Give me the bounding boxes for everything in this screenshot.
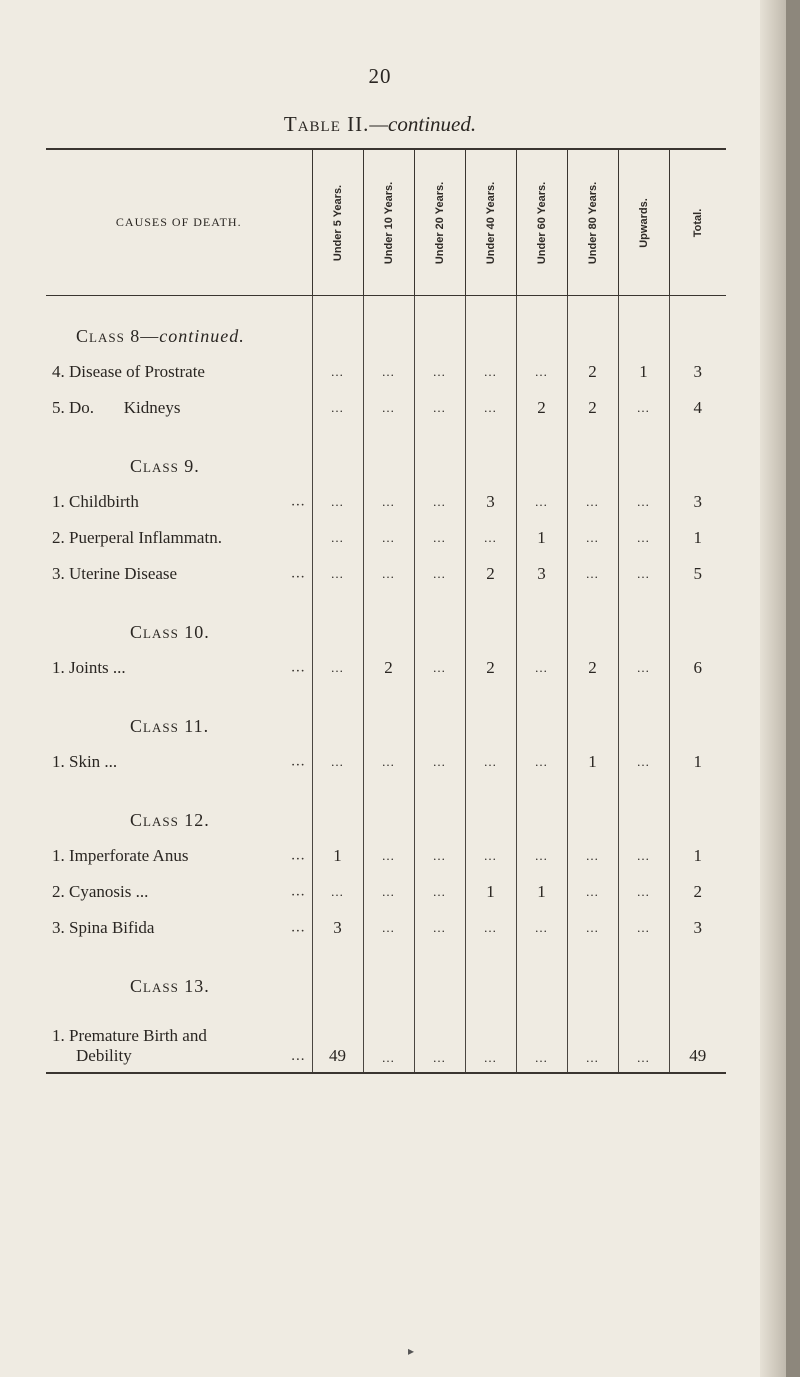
table-row xyxy=(46,390,726,426)
empty-cell xyxy=(618,780,669,802)
value-cell: 1 xyxy=(618,354,669,390)
value-cell: ... xyxy=(414,520,465,556)
empty-cell xyxy=(363,426,414,448)
empty-cell xyxy=(414,968,465,1004)
header-upwards xyxy=(618,149,669,296)
value-cell: ... xyxy=(567,1004,618,1073)
total-cell: 4 xyxy=(669,390,726,426)
value-cell: ... xyxy=(465,390,516,426)
class-heading-row xyxy=(46,708,726,744)
empty-cell xyxy=(567,426,618,448)
header-under-10-label: Under 10 Years. xyxy=(382,181,395,264)
value-cell: ... xyxy=(414,1004,465,1073)
cause-cell xyxy=(46,650,312,686)
empty-cell xyxy=(516,592,567,614)
empty-cell xyxy=(618,592,669,614)
value-cell: ... xyxy=(414,484,465,520)
value-cell: ... xyxy=(618,1004,669,1073)
value-cell: ... xyxy=(618,520,669,556)
empty-cell xyxy=(363,686,414,708)
empty-cell xyxy=(414,318,465,354)
table-body xyxy=(46,296,726,1074)
empty-cell xyxy=(465,318,516,354)
spacer-row xyxy=(46,780,726,802)
class-heading xyxy=(52,326,245,346)
total-cell: 1 xyxy=(669,838,726,874)
empty-cell xyxy=(669,708,726,744)
empty-cell xyxy=(618,968,669,1004)
value-cell: ... xyxy=(567,520,618,556)
empty-cell xyxy=(414,946,465,968)
spacer-row xyxy=(46,296,726,319)
value-cell: ... xyxy=(414,838,465,874)
empty-cell xyxy=(516,968,567,1004)
value-cell: ... xyxy=(414,650,465,686)
value-cell: ... xyxy=(618,744,669,780)
value-cell: ... xyxy=(312,650,363,686)
value-cell: ... xyxy=(567,874,618,910)
empty-cell xyxy=(567,780,618,802)
empty-cell xyxy=(516,946,567,968)
value-cell: 2 xyxy=(516,390,567,426)
empty-cell xyxy=(465,780,516,802)
value-cell: ... xyxy=(465,744,516,780)
value-cell: ... xyxy=(414,874,465,910)
mortality-table-container xyxy=(46,148,726,1074)
empty-cell xyxy=(465,614,516,650)
value-cell: ... xyxy=(312,390,363,426)
empty-cell xyxy=(465,946,516,968)
table-row xyxy=(46,556,726,592)
cause-leader: ... xyxy=(291,565,306,582)
cause-label: 1. Imperforate Anus xyxy=(52,846,189,865)
empty-cell xyxy=(363,448,414,484)
empty-cell xyxy=(669,946,726,968)
cause-label: 1. Joints ... xyxy=(52,658,126,677)
value-cell: ... xyxy=(465,354,516,390)
value-cell: 2 xyxy=(567,354,618,390)
empty-cell xyxy=(669,318,726,354)
cause-cell xyxy=(46,910,312,946)
cause-label: 4. Disease of Prostrate xyxy=(52,362,205,381)
value-cell: 2 xyxy=(567,650,618,686)
header-under-5-label: Under 5 Years. xyxy=(331,184,344,261)
cause-leader: ... xyxy=(291,659,306,676)
value-cell: ... xyxy=(414,744,465,780)
empty-cell xyxy=(363,318,414,354)
class-heading-row xyxy=(46,802,726,838)
empty-cell xyxy=(312,686,363,708)
cause-cell xyxy=(46,744,312,780)
empty-cell xyxy=(567,592,618,614)
cause-leader: ... xyxy=(291,753,306,770)
empty-cell xyxy=(465,296,516,319)
empty-cell xyxy=(312,968,363,1004)
spacer-cell xyxy=(46,426,312,448)
empty-cell xyxy=(312,318,363,354)
header-under-40-label: Under 40 Years. xyxy=(484,181,497,264)
cause-leader: ... xyxy=(291,847,306,864)
total-cell: 3 xyxy=(669,354,726,390)
page-edge-shadow xyxy=(786,0,800,1377)
empty-cell xyxy=(567,968,618,1004)
table-title xyxy=(0,112,760,137)
class-heading-label: Class 8— xyxy=(76,325,160,346)
empty-cell xyxy=(363,296,414,319)
empty-cell xyxy=(618,946,669,968)
empty-cell xyxy=(669,426,726,448)
empty-cell xyxy=(414,426,465,448)
value-cell: ... xyxy=(465,520,516,556)
empty-cell xyxy=(669,968,726,1004)
empty-cell xyxy=(516,296,567,319)
cause-label: 1. Skin ... xyxy=(52,752,118,771)
cause-leader: ... xyxy=(291,1048,306,1064)
value-cell: ... xyxy=(516,910,567,946)
header-under-80 xyxy=(567,149,618,296)
empty-cell xyxy=(618,296,669,319)
empty-cell xyxy=(516,614,567,650)
value-cell: ... xyxy=(414,354,465,390)
class-heading xyxy=(52,622,210,642)
value-cell: ... xyxy=(618,910,669,946)
empty-cell xyxy=(618,802,669,838)
value-cell: ... xyxy=(618,874,669,910)
value-cell: ... xyxy=(312,744,363,780)
header-under-20-label: Under 20 Years. xyxy=(433,181,446,264)
empty-cell xyxy=(516,318,567,354)
mortality-table xyxy=(46,148,726,1074)
table-row xyxy=(46,874,726,910)
cause-label: 2. Cyanosis ... xyxy=(52,882,149,901)
table-row xyxy=(46,520,726,556)
empty-cell xyxy=(312,946,363,968)
value-cell: ... xyxy=(414,390,465,426)
empty-cell xyxy=(516,780,567,802)
empty-cell xyxy=(567,296,618,319)
class-heading-cell xyxy=(46,708,312,744)
class-heading-row xyxy=(46,318,726,354)
stray-mark: ▸ xyxy=(408,1344,415,1358)
cause-leader: ... xyxy=(291,493,306,510)
value-cell: ... xyxy=(312,556,363,592)
table-row xyxy=(46,484,726,520)
empty-cell xyxy=(669,780,726,802)
value-cell: ... xyxy=(312,354,363,390)
empty-cell xyxy=(516,686,567,708)
table-row xyxy=(46,354,726,390)
table-row xyxy=(46,838,726,874)
empty-cell xyxy=(516,708,567,744)
value-cell: ... xyxy=(618,838,669,874)
cause-leader: ... xyxy=(291,919,306,936)
value-cell: ... xyxy=(567,556,618,592)
value-cell: ... xyxy=(516,838,567,874)
empty-cell xyxy=(465,592,516,614)
cause-label: 5. Do. Kidneys xyxy=(52,398,181,417)
value-cell: 3 xyxy=(465,484,516,520)
total-cell: 1 xyxy=(669,520,726,556)
spacer-cell xyxy=(46,686,312,708)
value-cell: 2 xyxy=(567,390,618,426)
empty-cell xyxy=(669,614,726,650)
empty-cell xyxy=(669,686,726,708)
value-cell: ... xyxy=(516,650,567,686)
cause-label-line2: Debility xyxy=(76,1046,132,1065)
value-cell: ... xyxy=(618,390,669,426)
class-heading xyxy=(52,456,200,476)
table-row xyxy=(46,1004,726,1073)
header-under-60 xyxy=(516,149,567,296)
empty-cell xyxy=(567,686,618,708)
value-cell: ... xyxy=(465,1004,516,1073)
empty-cell xyxy=(312,780,363,802)
empty-cell xyxy=(363,802,414,838)
value-cell: ... xyxy=(363,354,414,390)
total-cell: 3 xyxy=(669,484,726,520)
empty-cell xyxy=(312,296,363,319)
empty-cell xyxy=(669,296,726,319)
value-cell: ... xyxy=(312,484,363,520)
value-cell: 3 xyxy=(516,556,567,592)
value-cell: ... xyxy=(363,910,414,946)
cause-cell xyxy=(46,354,312,390)
table-row xyxy=(46,650,726,686)
class-heading-cell xyxy=(46,968,312,1004)
cause-label: 3. Spina Bifida xyxy=(52,918,155,937)
spacer-row xyxy=(46,946,726,968)
value-cell: 1 xyxy=(465,874,516,910)
empty-cell xyxy=(312,802,363,838)
empty-cell xyxy=(618,614,669,650)
empty-cell xyxy=(312,708,363,744)
value-cell: ... xyxy=(363,556,414,592)
value-cell: 2 xyxy=(465,650,516,686)
cause-label: 2. Puerperal Inflammatn. xyxy=(52,528,222,547)
cause-leader: ... xyxy=(291,883,306,900)
empty-cell xyxy=(618,448,669,484)
total-cell: 5 xyxy=(669,556,726,592)
class-heading xyxy=(52,716,209,736)
empty-cell xyxy=(618,686,669,708)
total-cell: 3 xyxy=(669,910,726,946)
value-cell: ... xyxy=(363,1004,414,1073)
table-row xyxy=(46,744,726,780)
value-cell: 1 xyxy=(516,874,567,910)
value-cell: ... xyxy=(516,484,567,520)
value-cell: ... xyxy=(618,556,669,592)
empty-cell xyxy=(567,318,618,354)
header-causes: CAUSES OF DEATH. xyxy=(46,149,312,296)
value-cell: 2 xyxy=(465,556,516,592)
value-cell: 1 xyxy=(567,744,618,780)
empty-cell xyxy=(618,318,669,354)
table-row xyxy=(46,910,726,946)
cause-label xyxy=(52,1026,312,1066)
value-cell: ... xyxy=(567,838,618,874)
cause-cell xyxy=(46,520,312,556)
empty-cell xyxy=(414,780,465,802)
table-title-prefix: Table II. xyxy=(283,112,370,136)
class-heading-label: Class 13. xyxy=(130,975,210,996)
header-under-20 xyxy=(414,149,465,296)
page-number: 20 xyxy=(368,64,392,88)
empty-cell xyxy=(567,708,618,744)
class-heading-italic: continued. xyxy=(159,325,245,346)
cause-cell xyxy=(46,556,312,592)
value-cell: ... xyxy=(618,650,669,686)
empty-cell xyxy=(669,592,726,614)
empty-cell xyxy=(414,708,465,744)
value-cell: ... xyxy=(363,744,414,780)
header-total xyxy=(669,149,726,296)
empty-cell xyxy=(312,592,363,614)
empty-cell xyxy=(363,968,414,1004)
class-heading-cell xyxy=(46,614,312,650)
header-upwards-label: Upwards. xyxy=(637,197,650,248)
class-heading-label: Class 11. xyxy=(130,715,210,736)
empty-cell xyxy=(363,614,414,650)
value-cell: 1 xyxy=(516,520,567,556)
cause-label: 3. Uterine Disease xyxy=(52,564,178,583)
empty-cell xyxy=(516,426,567,448)
empty-cell xyxy=(414,592,465,614)
empty-cell xyxy=(567,614,618,650)
value-cell: ... xyxy=(516,744,567,780)
cause-label: 1. Childbirth xyxy=(52,492,139,511)
empty-cell xyxy=(414,802,465,838)
class-heading-label: Class 9. xyxy=(130,455,200,476)
spacer-cell xyxy=(46,592,312,614)
value-cell: ... xyxy=(465,910,516,946)
value-cell: ... xyxy=(414,910,465,946)
value-cell: ... xyxy=(312,520,363,556)
total-cell: 49 xyxy=(669,1004,726,1073)
header-under-40 xyxy=(465,149,516,296)
value-cell: ... xyxy=(312,874,363,910)
empty-cell xyxy=(414,448,465,484)
empty-cell xyxy=(363,780,414,802)
empty-cell xyxy=(567,946,618,968)
value-cell: ... xyxy=(363,484,414,520)
empty-cell xyxy=(312,426,363,448)
empty-cell xyxy=(312,614,363,650)
class-heading-row xyxy=(46,448,726,484)
spacer-row xyxy=(46,426,726,448)
empty-cell xyxy=(516,802,567,838)
empty-cell xyxy=(618,426,669,448)
empty-cell xyxy=(363,592,414,614)
value-cell: ... xyxy=(363,390,414,426)
value-cell: ... xyxy=(516,1004,567,1073)
empty-cell xyxy=(363,708,414,744)
empty-cell xyxy=(567,802,618,838)
empty-cell xyxy=(516,448,567,484)
cause-cell xyxy=(46,874,312,910)
total-cell: 2 xyxy=(669,874,726,910)
class-heading xyxy=(52,810,210,830)
class-heading-row xyxy=(46,614,726,650)
cause-cell xyxy=(46,1004,312,1073)
value-cell: ... xyxy=(567,910,618,946)
spacer-row xyxy=(46,686,726,708)
value-cell: ... xyxy=(363,874,414,910)
class-heading-label: Class 12. xyxy=(130,809,210,830)
value-cell: ... xyxy=(363,520,414,556)
value-cell: ... xyxy=(414,556,465,592)
header-row xyxy=(46,149,726,296)
value-cell: ... xyxy=(465,838,516,874)
class-heading-label: Class 10. xyxy=(130,621,210,642)
empty-cell xyxy=(363,946,414,968)
empty-cell xyxy=(465,426,516,448)
spacer-cell xyxy=(46,780,312,802)
table-title-suffix: —continued. xyxy=(369,112,477,136)
value-cell: 3 xyxy=(312,910,363,946)
header-under-80-label: Under 80 Years. xyxy=(586,181,599,264)
value-cell: ... xyxy=(618,484,669,520)
header-total-label: Total. xyxy=(691,208,704,237)
class-heading-cell xyxy=(46,318,312,354)
value-cell: ... xyxy=(567,484,618,520)
empty-cell xyxy=(465,802,516,838)
empty-cell xyxy=(465,686,516,708)
value-cell: 49 xyxy=(312,1004,363,1073)
spacer-cell xyxy=(46,296,312,319)
cause-cell xyxy=(46,838,312,874)
class-heading-row xyxy=(46,968,726,1004)
value-cell: 2 xyxy=(363,650,414,686)
value-cell: 1 xyxy=(312,838,363,874)
empty-cell xyxy=(567,448,618,484)
empty-cell xyxy=(465,708,516,744)
header-under-10 xyxy=(363,149,414,296)
empty-cell xyxy=(669,448,726,484)
header-under-60-label: Under 60 Years. xyxy=(535,181,548,264)
empty-cell xyxy=(414,686,465,708)
cause-label-line1: 1. Premature Birth and xyxy=(52,1026,207,1045)
empty-cell xyxy=(414,296,465,319)
spacer-cell xyxy=(46,946,312,968)
header-under-5 xyxy=(312,149,363,296)
empty-cell xyxy=(465,968,516,1004)
class-heading-cell xyxy=(46,802,312,838)
spacer-row xyxy=(46,592,726,614)
class-heading xyxy=(52,976,210,996)
empty-cell xyxy=(618,708,669,744)
class-heading-cell xyxy=(46,448,312,484)
value-cell: ... xyxy=(363,838,414,874)
empty-cell xyxy=(669,802,726,838)
value-cell: ... xyxy=(516,354,567,390)
empty-cell xyxy=(312,448,363,484)
cause-cell xyxy=(46,484,312,520)
empty-cell xyxy=(465,448,516,484)
cause-cell xyxy=(46,390,312,426)
total-cell: 6 xyxy=(669,650,726,686)
empty-cell xyxy=(414,614,465,650)
total-cell: 1 xyxy=(669,744,726,780)
